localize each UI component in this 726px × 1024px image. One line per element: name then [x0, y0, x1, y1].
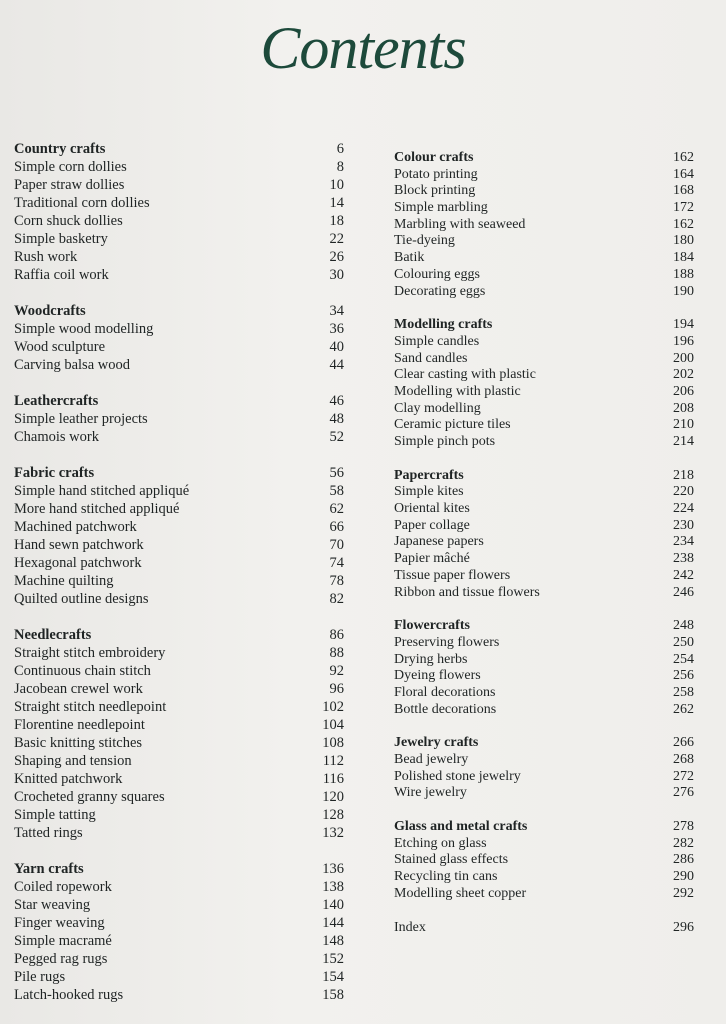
- entry-label: Hexagonal patchwork: [14, 555, 142, 571]
- entry-page-number: 10: [329, 177, 344, 193]
- entry-label: Decorating eggs: [394, 283, 486, 299]
- contents-entry: [394, 183, 694, 200]
- contents-entry: [394, 384, 694, 401]
- entry-page-number: 128: [322, 807, 344, 823]
- section-heading: [14, 860, 344, 878]
- section-page-number: 162: [673, 150, 694, 165]
- section-heading: [14, 140, 344, 158]
- section-page-number: 46: [329, 393, 344, 409]
- entry-page-number: 148: [322, 933, 344, 949]
- contents-entry: [14, 932, 344, 950]
- section-heading-label: Fabric crafts: [14, 465, 95, 481]
- contents-entry: [14, 698, 344, 716]
- entry-page-number: 168: [673, 183, 694, 199]
- entry-page-number: 26: [329, 249, 344, 265]
- contents-section: [394, 150, 694, 300]
- entry-page-number: 138: [322, 879, 344, 895]
- contents-entry: [394, 484, 694, 501]
- entry-label: Simple corn dollies: [14, 159, 127, 175]
- entry-label: Simple wood modelling: [14, 321, 154, 337]
- entry-page-number: 190: [673, 283, 694, 299]
- section-page-number: 6: [336, 141, 344, 157]
- entry-page-number: 92: [329, 663, 344, 679]
- entry-label: Knitted patchwork: [14, 771, 123, 787]
- entry-label: Papier mâché: [394, 551, 470, 567]
- contents-entry: [14, 320, 344, 338]
- contents-entry: [14, 176, 344, 194]
- contents-section: [394, 920, 694, 937]
- contents-entry: [394, 769, 694, 786]
- entry-page-number: 162: [673, 216, 694, 232]
- entry-page-number: 246: [673, 584, 694, 600]
- contents-entry: [394, 568, 694, 585]
- contents-entry: [14, 338, 344, 356]
- entry-label: Clay modelling: [394, 400, 481, 416]
- contents-entry: [394, 334, 694, 351]
- contents-entry: [394, 267, 694, 284]
- section-page-number: 86: [329, 627, 344, 643]
- entry-page-number: 22: [329, 231, 344, 247]
- section-page-number: 34: [329, 303, 344, 319]
- entry-page-number: 66: [329, 519, 344, 535]
- entry-page-number: 268: [673, 752, 694, 767]
- entry-page-number: 48: [329, 411, 344, 427]
- contents-entry: [394, 233, 694, 250]
- contents-entry: [394, 869, 694, 886]
- entry-page-number: 224: [673, 501, 694, 517]
- contents-entry: [14, 788, 344, 806]
- contents-entry: [14, 716, 344, 734]
- contents-section: [394, 468, 694, 602]
- entry-label: Preserving flowers: [394, 634, 500, 650]
- entry-label: Jacobean crewel work: [14, 681, 143, 697]
- entry-page-number: 282: [673, 835, 694, 851]
- section-heading-label: Woodcrafts: [14, 303, 86, 319]
- entry-label: Drying herbs: [394, 651, 468, 667]
- entry-page-number: 188: [673, 266, 694, 282]
- entry-label: Colouring eggs: [394, 266, 480, 282]
- entry-page-number: 74: [329, 555, 344, 571]
- contents-section: [14, 140, 344, 284]
- entry-page-number: 14: [329, 195, 344, 211]
- entry-page-number: 296: [673, 919, 694, 935]
- entry-page-number: 234: [673, 534, 694, 550]
- contents-entry: [394, 501, 694, 518]
- entry-page-number: 250: [673, 634, 694, 650]
- entry-label: Oriental kites: [394, 501, 470, 517]
- section-page-number: 266: [673, 735, 694, 751]
- entry-page-number: 262: [673, 701, 694, 717]
- contents-entry: [394, 284, 694, 301]
- contents-entry: [394, 417, 694, 434]
- contents-entry: [394, 434, 694, 451]
- entry-label: Straight stitch needlepoint: [14, 699, 167, 715]
- entry-page-number: 96: [329, 681, 344, 697]
- contents-entry: [14, 428, 344, 446]
- entry-label: Batik: [394, 250, 425, 266]
- entry-label: Clear casting with plastic: [394, 367, 536, 383]
- entry-label: Straight stitch embroidery: [14, 645, 166, 661]
- entry-label: Crocheted granny squares: [14, 789, 165, 805]
- entry-label: Stained glass effects: [394, 852, 509, 868]
- section-heading-label: Leathercrafts: [14, 393, 99, 409]
- entry-page-number: 88: [329, 645, 344, 661]
- entry-page-number: 210: [673, 417, 694, 433]
- contents-entry: [14, 986, 344, 1004]
- entry-label: Etching on glass: [394, 835, 487, 851]
- entry-page-number: 82: [329, 591, 344, 607]
- entry-label: Carving balsa wood: [14, 357, 130, 373]
- section-heading: [394, 468, 694, 485]
- contents-entry: [394, 635, 694, 652]
- entry-label: Shaping and tension: [14, 753, 132, 769]
- entry-page-number: 52: [329, 429, 344, 445]
- contents-entry: [394, 752, 694, 769]
- entry-label: More hand stitched appliqué: [14, 501, 180, 517]
- entry-page-number: 286: [673, 852, 694, 868]
- entry-label: Bottle decorations: [394, 701, 497, 717]
- contents-column-left: [14, 140, 344, 1022]
- entry-label: Star weaving: [14, 897, 91, 913]
- entry-label: Hand sewn patchwork: [14, 537, 144, 553]
- entry-page-number: 172: [673, 200, 694, 216]
- section-heading: [394, 735, 694, 752]
- contents-entry: [14, 518, 344, 536]
- entry-label: Simple pinch pots: [394, 434, 496, 449]
- contents-entry: [14, 482, 344, 500]
- entry-page-number: 8: [336, 159, 344, 175]
- entry-page-number: 102: [322, 699, 344, 715]
- entry-label: Simple leather projects: [14, 411, 148, 427]
- entry-label: Modelling with plastic: [394, 383, 521, 399]
- entry-page-number: 258: [673, 684, 694, 700]
- entry-page-number: 140: [322, 897, 344, 913]
- entry-label: Machine quilting: [14, 573, 114, 589]
- contents-entry: [14, 572, 344, 590]
- entry-page-number: 154: [322, 969, 344, 985]
- entry-page-number: 164: [673, 166, 694, 182]
- contents-entry: [394, 585, 694, 602]
- contents-entry: [14, 158, 344, 176]
- entry-page-number: 206: [673, 383, 694, 399]
- entry-label: Japanese papers: [394, 534, 484, 550]
- entry-page-number: 152: [322, 951, 344, 967]
- contents-entry: [394, 852, 694, 869]
- contents-entry: [14, 230, 344, 248]
- contents-section: [14, 392, 344, 446]
- contents-entry: [14, 914, 344, 932]
- contents-entry: [14, 212, 344, 230]
- entry-label: Paper collage: [394, 517, 470, 533]
- entry-label: Tissue paper flowers: [394, 567, 511, 583]
- contents-entry: [394, 668, 694, 685]
- entry-page-number: 272: [673, 768, 694, 784]
- entry-label: Dyeing flowers: [394, 668, 481, 684]
- section-heading-label: Country crafts: [14, 141, 106, 157]
- entry-page-number: 132: [322, 825, 344, 841]
- contents-entry: [14, 824, 344, 842]
- entry-label: Latch-hooked rugs: [14, 987, 124, 1003]
- contents-entry: [14, 248, 344, 266]
- entry-label: Pile rugs: [14, 969, 66, 985]
- entry-label: Simple basketry: [14, 231, 108, 247]
- contents-entry: [394, 250, 694, 267]
- entry-label: Machined patchwork: [14, 519, 137, 535]
- entry-page-number: 144: [322, 915, 344, 931]
- entry-page-number: 184: [673, 250, 694, 266]
- entry-label: Wood sculpture: [14, 339, 106, 355]
- contents-entry: [14, 500, 344, 518]
- entry-label: Quilted outline designs: [14, 591, 149, 607]
- section-heading: [14, 392, 344, 410]
- entry-page-number: 120: [322, 789, 344, 805]
- entry-label: Marbling with seaweed: [394, 216, 526, 232]
- contents-entry: [14, 590, 344, 608]
- contents-entry: [394, 785, 694, 802]
- entry-page-number: 158: [322, 987, 344, 1003]
- entry-label: Wire jewelry: [394, 785, 467, 801]
- contents-entry: [14, 734, 344, 752]
- entry-label: Chamois work: [14, 429, 99, 445]
- entry-label: Basic knitting stitches: [14, 735, 143, 751]
- entry-label: Bead jewelry: [394, 752, 469, 767]
- entry-label: Simple tatting: [14, 807, 96, 823]
- section-page-number: 56: [329, 465, 344, 481]
- entry-label: Block printing: [394, 183, 476, 199]
- entry-label: Rush work: [14, 249, 78, 265]
- contents-entry: [14, 896, 344, 914]
- entry-page-number: 256: [673, 668, 694, 684]
- section-heading: [394, 819, 694, 836]
- contents-entry: [14, 806, 344, 824]
- entry-label: Ceramic picture tiles: [394, 417, 511, 433]
- contents-section: [394, 317, 694, 451]
- entry-label: Tatted rings: [14, 825, 83, 841]
- contents-entry: [14, 644, 344, 662]
- entry-label: Traditional corn dollies: [14, 195, 150, 211]
- entry-page-number: 292: [673, 885, 694, 901]
- entry-label: Simple hand stitched appliqué: [14, 483, 190, 499]
- entry-label: Ribbon and tissue flowers: [394, 584, 540, 600]
- entry-page-number: 242: [673, 567, 694, 583]
- entry-label: Pegged rag rugs: [14, 951, 108, 967]
- section-heading-label: Papercrafts: [394, 467, 464, 483]
- entry-label: Florentine needlepoint: [14, 717, 145, 733]
- contents-section: [394, 819, 694, 902]
- entry-label: Floral decorations: [394, 684, 496, 700]
- entry-page-number: 44: [329, 357, 344, 373]
- entry-page-number: 290: [673, 869, 694, 885]
- contents-entry: [14, 680, 344, 698]
- entry-label: Potato printing: [394, 166, 478, 182]
- entry-page-number: 112: [322, 753, 344, 769]
- section-heading-label: Needlecrafts: [14, 627, 92, 643]
- entry-label: Modelling sheet copper: [394, 885, 527, 901]
- entry-page-number: 36: [329, 321, 344, 337]
- page-title: Contents: [260, 15, 466, 81]
- entry-label: Simple marbling: [394, 200, 488, 216]
- entry-label: Recycling tin cans: [394, 869, 498, 885]
- contents-entry: [394, 685, 694, 702]
- section-heading-label: Modelling crafts: [394, 317, 493, 333]
- entry-label: Sand candles: [394, 350, 468, 366]
- contents-section: [14, 860, 344, 1004]
- entry-label: Simple kites: [394, 484, 464, 500]
- entry-page-number: 108: [322, 735, 344, 751]
- contents-section: [14, 464, 344, 608]
- entry-page-number: 276: [673, 785, 694, 801]
- entry-page-number: 30: [329, 267, 344, 283]
- section-heading-label: Flowercrafts: [394, 618, 470, 634]
- entry-label: Corn shuck dollies: [14, 213, 123, 229]
- entry-page-number: 202: [673, 367, 694, 383]
- entry-label: Coiled ropework: [14, 879, 112, 895]
- contents-entry: [14, 878, 344, 896]
- section-heading-label: Yarn crafts: [14, 861, 84, 877]
- contents-entry: [14, 194, 344, 212]
- contents-section: [14, 626, 344, 842]
- entry-page-number: 254: [673, 651, 694, 667]
- contents-entry: [14, 536, 344, 554]
- entry-page-number: 214: [673, 434, 694, 449]
- section-page-number: 248: [673, 618, 694, 634]
- contents-entry: [14, 554, 344, 572]
- contents-entry: [394, 534, 694, 551]
- entry-page-number: 180: [673, 233, 694, 249]
- entry-label: Raffia coil work: [14, 267, 109, 283]
- section-page-number: 278: [673, 819, 694, 835]
- entry-page-number: 58: [329, 483, 344, 499]
- entry-page-number: 18: [329, 213, 344, 229]
- entry-label: Simple macramé: [14, 933, 112, 949]
- contents-entry: [14, 356, 344, 374]
- section-heading: [14, 302, 344, 320]
- contents-section: [14, 302, 344, 374]
- contents-entry: [394, 702, 694, 719]
- contents-entry: [14, 266, 344, 284]
- contents-entry: [394, 351, 694, 368]
- entry-page-number: 70: [329, 537, 344, 553]
- entry-label: Index: [394, 919, 426, 935]
- entry-label: Finger weaving: [14, 915, 105, 931]
- entry-page-number: 220: [673, 484, 694, 500]
- entry-page-number: 104: [322, 717, 344, 733]
- contents-entry: [394, 401, 694, 418]
- contents-entry: [394, 920, 694, 937]
- section-heading-label: Colour crafts: [394, 150, 474, 165]
- section-heading: [394, 317, 694, 334]
- entry-label: Simple candles: [394, 333, 480, 349]
- entry-page-number: 238: [673, 551, 694, 567]
- entry-page-number: 200: [673, 350, 694, 366]
- contents-section: [394, 735, 694, 802]
- contents-entry: [14, 410, 344, 428]
- contents-entry: [394, 652, 694, 669]
- contents-entry: [14, 770, 344, 788]
- contents-entry: [394, 551, 694, 568]
- contents-entry: [394, 367, 694, 384]
- entry-page-number: 116: [322, 771, 344, 787]
- section-heading-label: Glass and metal crafts: [394, 819, 528, 835]
- contents-entry: [394, 200, 694, 217]
- entry-label: Paper straw dollies: [14, 177, 125, 193]
- contents-entry: [394, 167, 694, 184]
- section-heading: [14, 626, 344, 644]
- contents-section: [394, 618, 694, 718]
- entry-page-number: 208: [673, 400, 694, 416]
- entry-page-number: 196: [673, 333, 694, 349]
- entry-page-number: 230: [673, 517, 694, 533]
- entry-page-number: 62: [329, 501, 344, 517]
- contents-entry: [394, 518, 694, 535]
- section-page-number: 194: [673, 317, 694, 333]
- entry-page-number: 78: [329, 573, 344, 589]
- section-heading-label: Jewelry crafts: [394, 735, 479, 751]
- section-heading: [394, 150, 694, 167]
- entry-page-number: 40: [329, 339, 344, 355]
- contents-entry: [14, 662, 344, 680]
- contents-entry: [394, 217, 694, 234]
- entry-label: Continuous chain stitch: [14, 663, 151, 679]
- contents-entry: [394, 836, 694, 853]
- contents-column-right: [394, 150, 694, 953]
- section-heading: [14, 464, 344, 482]
- section-page-number: 218: [673, 467, 694, 483]
- contents-entry: [14, 950, 344, 968]
- entry-label: Tie-dyeing: [394, 233, 455, 249]
- contents-entry: [14, 752, 344, 770]
- contents-entry: [394, 886, 694, 903]
- section-heading: [394, 618, 694, 635]
- contents-entry: [14, 968, 344, 986]
- entry-label: Polished stone jewelry: [394, 768, 521, 784]
- section-page-number: 136: [322, 861, 344, 877]
